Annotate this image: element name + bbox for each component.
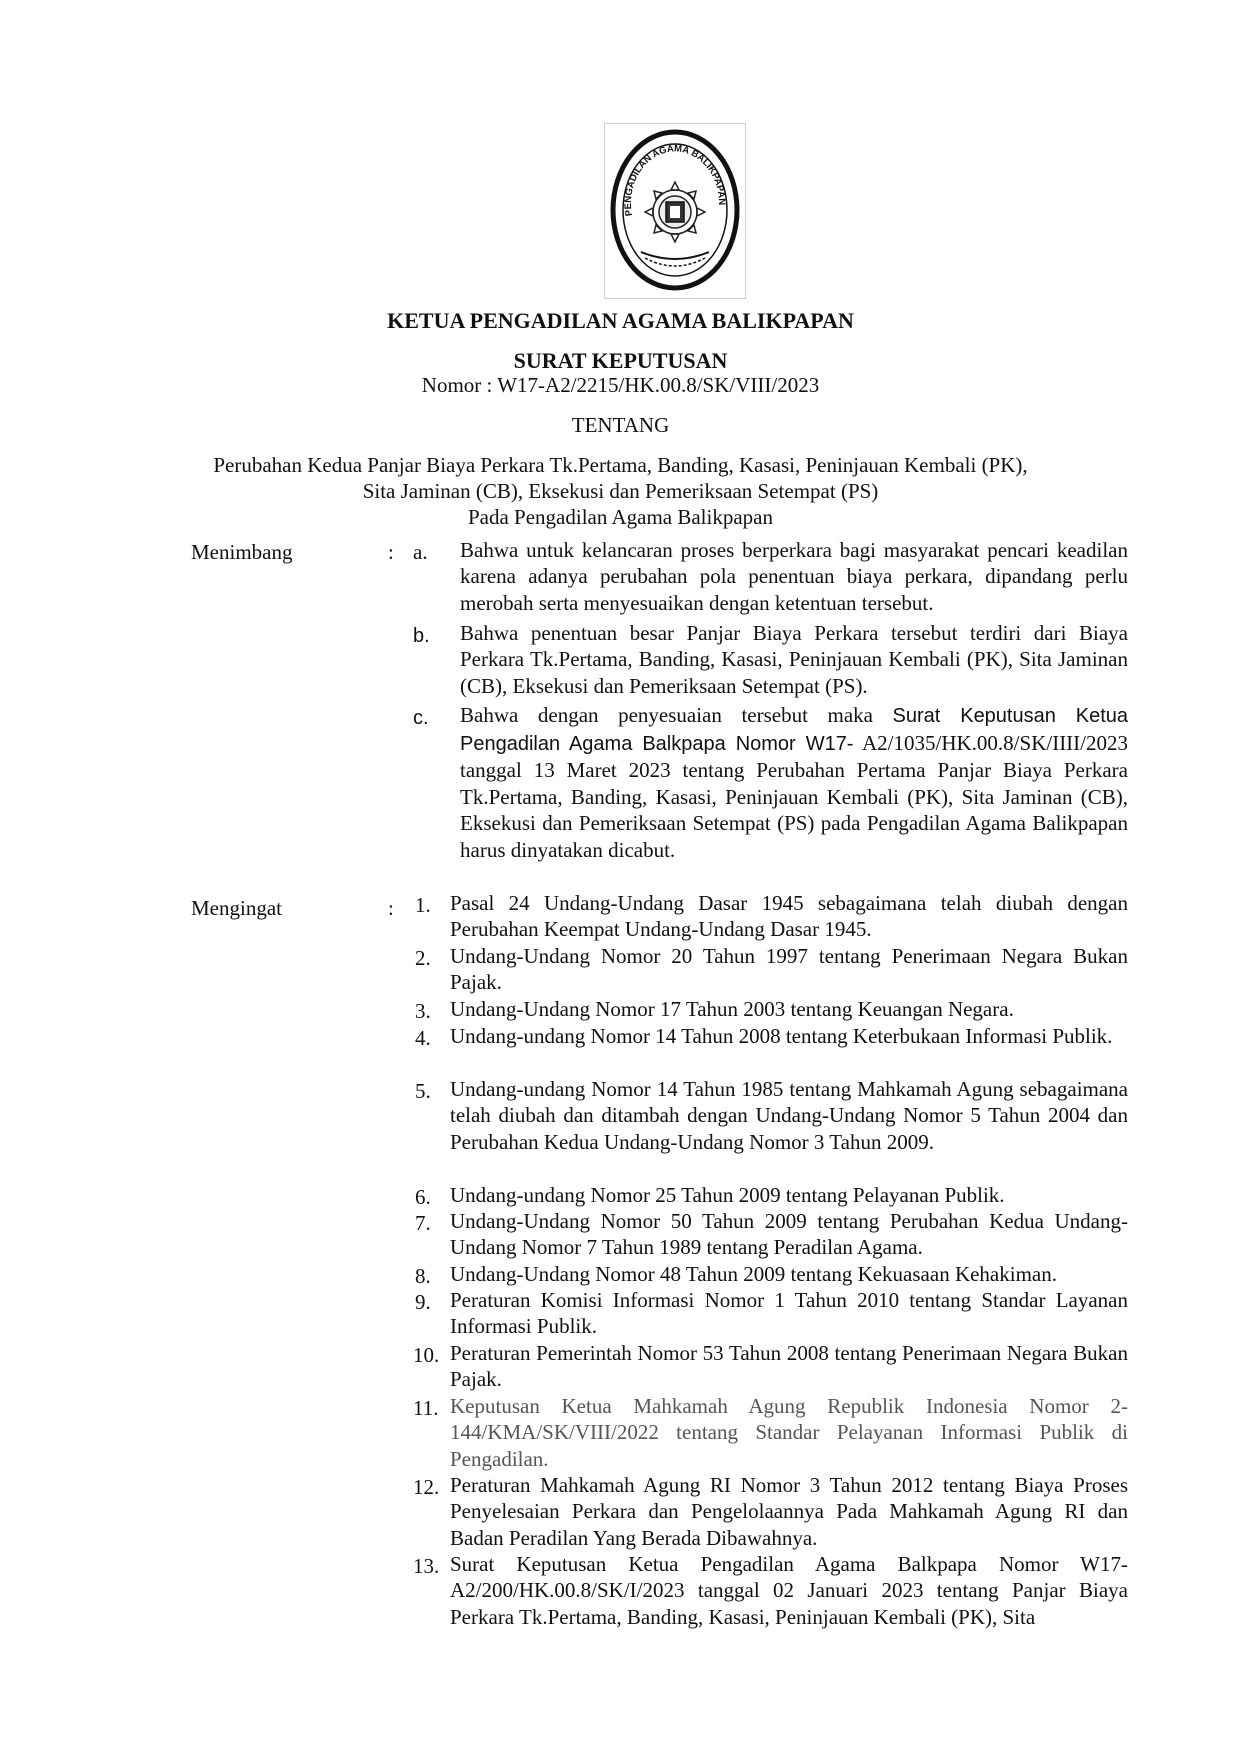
- mengingat-marker: 3.: [415, 999, 431, 1023]
- menimbang-colon: :: [388, 540, 394, 564]
- menimbang-marker-b: b.: [413, 625, 430, 647]
- seal-icon: [605, 124, 745, 298]
- mengingat-colon: :: [388, 896, 394, 920]
- mengingat-marker: 10.: [413, 1343, 440, 1367]
- mengingat-item: Peraturan Pemerintah Nomor 53 Tahun 2008 tentang Penerimaan Negara Bukan Pajak.: [450, 1341, 1128, 1392]
- mengingat-item: Surat Keputusan Ketua Pengadilan Agama Balkpapa Nomor W17-A2/200/HK.00.8/SK/I/2023 tanggal 02 Januari 2023 tentang Panjar Biaya Perkara Tk.Pertama, Banding, Kasasi, Peninjauan Kembali (PK), Sita: [450, 1552, 1128, 1629]
- menimbang-item-b: Bahwa penentuan besar Panjar Biaya Perkara tersebut terdiri dari Biaya Perkara Tk.Pertama, Banding, Kasasi, Peninjauan Kembali (PK), Sita Jaminan (CB), Eksekusi dan Pemeriksaan Setempat (PS).: [460, 621, 1128, 698]
- mengingat-item: Peraturan Mahkamah Agung RI Nomor 3 Tahun 2012 tentang Biaya Proses Penyelesaian Perkara dan Pengelolaannya Pada Mahkamah Agung RI dan Badan Peradilan Yang Berada Dibawahnya.: [450, 1473, 1128, 1550]
- mengingat-marker: 4.: [415, 1026, 431, 1050]
- mengingat-marker: 5.: [415, 1079, 431, 1103]
- menimbang-item-c-sans-text: Surat Keputusan Ketua Pengadilan Agama Balkpapa Nomor W17-: [460, 705, 1128, 755]
- mengingat-marker: 12.: [413, 1475, 440, 1499]
- mengingat-marker: 13.: [413, 1554, 440, 1578]
- mengingat-marker: 11.: [413, 1396, 439, 1420]
- mengingat-item: Undang-undang Nomor 14 Tahun 2008 tentang Keterbukaan Informasi Publik.: [450, 1024, 1113, 1048]
- mengingat-marker: 1.: [415, 893, 431, 917]
- svg-text:PENGADILAN AGAMA BALIKPAPAN: PENGADILAN AGAMA BALIKPAPAN: [622, 143, 728, 217]
- mengingat-marker: 8.: [415, 1264, 431, 1288]
- menimbang-item-c-text: A2/1035/HK.00.8/SK/IIII/2023 tanggal 13 Maret 2023 tentang Perubahan Pertama Panjar Biaya Perkara Tk.Pertama, Banding, Kasasi, Peninjauan Kembali (PK), Sita Jaminan (CB), Eksekusi dan Pemeriksaan Setempat (PS) pada Pengadilan Agama Balikpapan harus dinyatakan dicabut.: [460, 730, 1129, 862]
- mengingat-item: Undang-undang Nomor 25 Tahun 2009 tentang Pelayanan Publik.: [450, 1183, 1005, 1207]
- document-description: [0, 452, 1241, 530]
- mengingat-marker: 7.: [415, 1211, 431, 1235]
- description-line: Pada Pengadilan Agama Balikpapan: [467, 505, 773, 529]
- mengingat-marker: 2.: [415, 946, 431, 970]
- document-subtitle: SURAT KEPUTUSAN: [513, 348, 728, 373]
- mengingat-marker: 9.: [415, 1290, 431, 1314]
- mengingat-item: Peraturan Komisi Informasi Nomor 1 Tahun 2010 tentang Standar Layanan Informasi Publik.: [450, 1288, 1128, 1339]
- mengingat-item: Undang-undang Nomor 14 Tahun 1985 tentang Mahkamah Agung sebagaimana telah diubah dan ditambah dengan Undang-Undang Nomor 5 Tahun 2004 dan Perubahan Kedua Undang-Undang Nomor 3 Tahun 2009.: [450, 1077, 1128, 1154]
- mengingat-item: Keputusan Ketua Mahkamah Agung Republik Indonesia Nomor 2-144/KMA/SK/VIII/2022 tentang Standar Pelayanan Informasi Publik di Pengadilan.: [450, 1394, 1128, 1471]
- tentang-heading: TENTANG: [571, 413, 670, 437]
- description-line: Sita Jaminan (CB), Eksekusi dan Pemeriksaan Setempat (PS): [362, 479, 879, 503]
- mengingat-item: Undang-Undang Nomor 17 Tahun 2003 tentang Keuangan Negara.: [450, 997, 1014, 1021]
- menimbang-marker-c: c.: [413, 707, 429, 729]
- mengingat-label: Mengingat: [191, 896, 282, 920]
- court-seal-logo: [604, 123, 746, 299]
- menimbang-item-a: Bahwa untuk kelancaran proses berperkara bagi masyarakat pencari keadilan karena adanya perubahan pola penentuan biaya perkara, dipandang perlu merobah serta menyesuaikan dengan ketentuan tersebut.: [460, 538, 1128, 615]
- mengingat-marker: 6.: [415, 1185, 431, 1209]
- document-title: KETUA PENGADILAN AGAMA BALIKPAPAN: [387, 308, 854, 333]
- mengingat-item: Undang-Undang Nomor 20 Tahun 1997 tentang Penerimaan Negara Bukan Pajak.: [450, 944, 1128, 995]
- menimbang-item-c: [460, 702, 1128, 863]
- menimbang-marker-a: a.: [413, 540, 428, 564]
- mengingat-item: Undang-Undang Nomor 50 Tahun 2009 tentang Perubahan Kedua Undang-Undang Nomor 7 Tahun 1989 tentang Peradilan Agama.: [450, 1209, 1128, 1260]
- mengingat-item: Pasal 24 Undang-Undang Dasar 1945 sebagaimana telah diubah dengan Perubahan Keempat Undang-Undang Dasar 1945.: [450, 891, 1128, 942]
- mengingat-item: Undang-Undang Nomor 48 Tahun 2009 tentang Kekuasaan Kehakiman.: [450, 1262, 1057, 1286]
- menimbang-label: Menimbang: [191, 540, 293, 564]
- menimbang-item-c-text: Bahwa dengan penyesuaian tersebut maka: [460, 703, 893, 727]
- document-number: Nomor : W17-A2/2215/HK.00.8/SK/VIII/2023: [421, 373, 820, 397]
- description-line: Perubahan Kedua Panjar Biaya Perkara Tk.Pertama, Banding, Kasasi, Peninjauan Kembali (PK),: [213, 453, 1028, 477]
